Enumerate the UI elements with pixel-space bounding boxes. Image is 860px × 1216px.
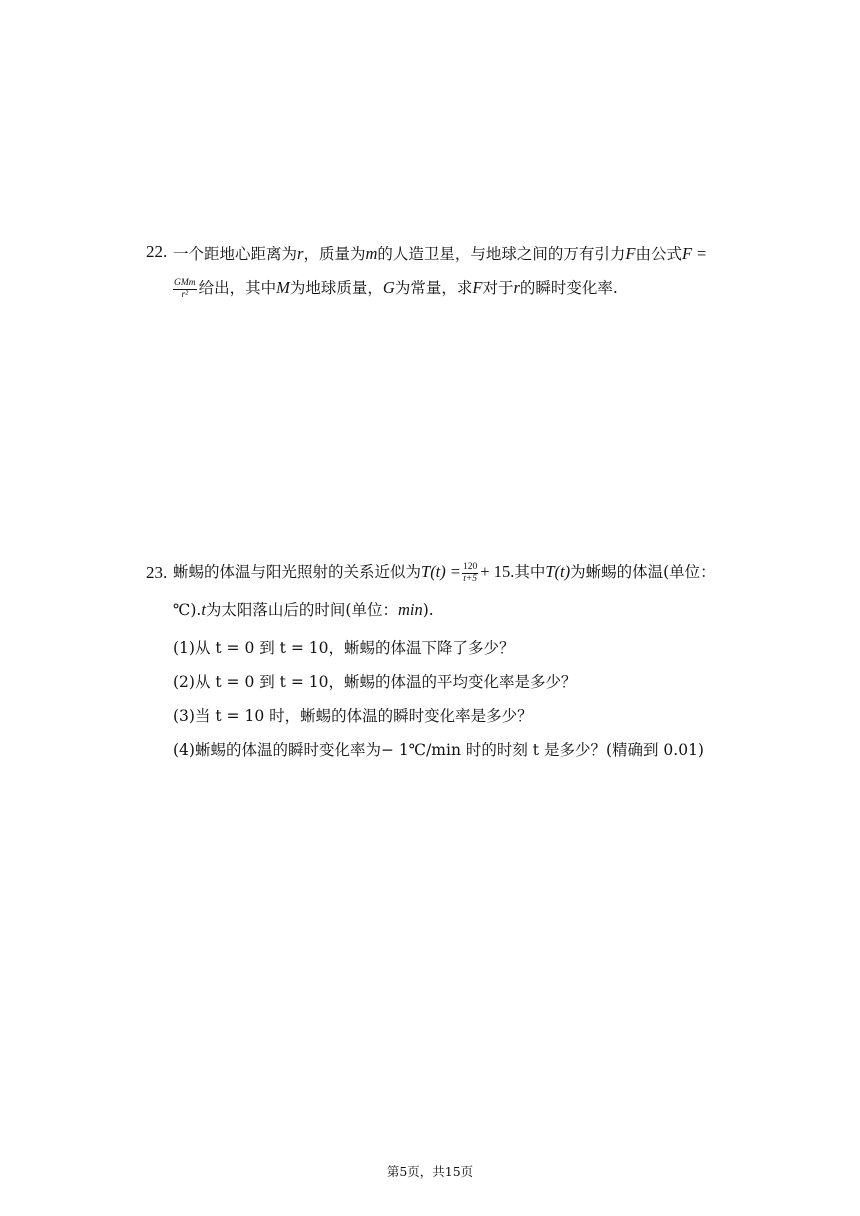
question-23 [146,560,726,770]
question-22 [146,240,726,310]
page-footer: 第5页，共15页 [386,1164,474,1179]
question-number: 23. [146,563,168,582]
sub-question-3: (3)当 t = 10 时，蜥蜴的体温的瞬时变化率是多少？ [173,707,533,725]
sub-question-1: (1)从 t = 0 到 t = 10，蜥蜴的体温下降了多少？ [173,639,515,657]
sub-question-4: (4)蜥蜴的体温的瞬时变化率为− 1℃/min 时的时刻 t 是多少？(精确到 0.01) [173,741,704,759]
fraction-gmm-over-r2: $\frac{\text{GMm}}{\text{r²}}$ [174,277,196,300]
question-22-line-1: 一个距地心距离为r，质量为m的人造卫星，与地球之间的万有引力F由公式F = [173,244,707,263]
sub-question-2: (2)从 t = 0 到 t = 10，蜥蜴的体温的平均变化率是多少？ [173,673,577,691]
question-23-line-1: 蜥蜴的体温与阳光照射的关系近似为T(t) = $\frac{120}{t+5}$ + 15.其中T(t)为蜥蜴的体温(单位： [173,561,716,584]
fraction-120-over-t-plus-5: $\frac{120}{t+5}$ [463,561,478,584]
question-23-line-2: ℃).t为太阳落山后的时间(单位：min). [173,600,434,619]
question-number: 22. [146,242,168,261]
question-22-line-2: $\frac{\text{GMm}}{\text{r²}}$ 给出，其中M为地球质量，G为常量，求F对于r的瞬时变化率. [174,277,618,300]
